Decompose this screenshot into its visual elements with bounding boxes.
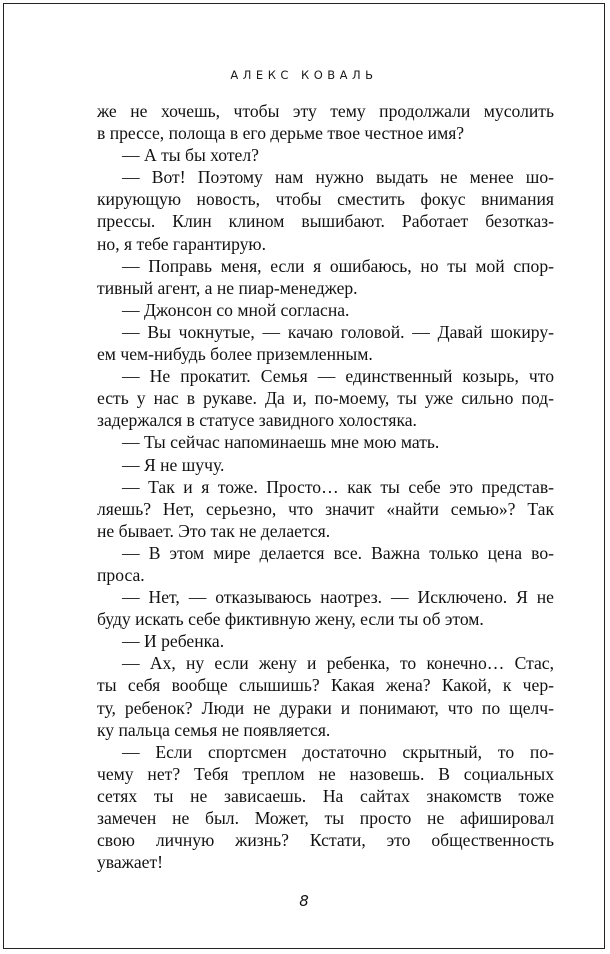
- text-line: — Если спортсмен достаточно скрытный, то по-: [122, 741, 554, 762]
- text-line: кирующую новость, чтобы сместить фокус внимания: [97, 189, 554, 210]
- text-line: же не хочешь, чтобы эту тему продолжали мусолить: [97, 101, 554, 121]
- running-head: АЛЕКС КОВАЛЬ: [230, 68, 378, 82]
- text-line: — Я не шучу.: [122, 454, 225, 475]
- text-line: но, я тебе гарантирую.: [97, 233, 266, 254]
- text-line: не бывает. Это так не делается.: [97, 520, 331, 541]
- text-line: прессы. Клин клином вышибают. Работает безотказ-: [97, 211, 554, 232]
- text-line: ты себя вообще слышишь? Какая жена? Какой, к чер-: [97, 675, 554, 696]
- text-line: — Не прокатит. Семья — единственный козырь, что: [122, 366, 554, 387]
- text-line: замечен не был. Может, ты просто не афишировал: [97, 808, 554, 828]
- text-line: проса.: [97, 564, 145, 585]
- body-text: [97, 100, 554, 873]
- text-line: чему нет? Тебя треплом не назовешь. В социальных: [97, 763, 554, 784]
- text-line: — Ах, ну если жену и ребенка, то конечно… Стас,: [122, 653, 554, 674]
- text-line: — И ребенка.: [122, 631, 225, 652]
- text-line: уважает!: [97, 852, 164, 873]
- text-line: ку пальца семья не появляется.: [97, 719, 331, 740]
- text-line: в прессе, полоща в его дерьме твое честное имя?: [97, 123, 465, 144]
- text-line: — В этом мире делается все. Важна только цена во-: [122, 542, 554, 563]
- book-page: [3, 3, 605, 949]
- text-line: — Вот! Поэтому нам нужно выдать не менее шо-: [122, 167, 554, 188]
- text-line: задержался в статусе завидного холостяка.: [97, 410, 417, 431]
- text-line: буду искать себе фиктивную жену, если ты об этом.: [97, 609, 484, 630]
- text-line: — Нет, — отказываюсь наотрез. — Исключено. Я не: [122, 587, 554, 608]
- text-line: — Джонсон со мной согласна.: [122, 299, 350, 320]
- text-line: ем чем-нибудь более приземленным.: [97, 344, 373, 365]
- text-line: — Поправь меня, если я ошибаюсь, но ты мой спор-: [122, 255, 554, 276]
- text-line: — А ты бы хотел?: [122, 145, 259, 166]
- page-number: 8: [299, 892, 309, 910]
- text-line: ту, ребенок? Люди не дураки и понимают, что по щелч-: [97, 697, 554, 718]
- text-line: сетях ты не зависаешь. На сайтах знакомств тоже: [97, 785, 554, 806]
- text-line: — Ты сейчас напоминаешь мне мою мать.: [122, 432, 440, 453]
- text-line: тивный агент, а не пиар-менеджер.: [97, 277, 358, 298]
- text-line: — Так и я тоже. Просто… как ты себе это представ-: [122, 476, 554, 497]
- text-line: ляешь? Нет, серьезно, что значит «найти семью»? Так: [97, 498, 554, 519]
- text-line: есть у нас в рукаве. Да и, по-моему, ты уже сильно под-: [97, 388, 554, 409]
- text-line: свою личную жизнь? Кстати, это общественность: [97, 830, 554, 851]
- text-line: — Вы чокнутые, — качаю головой. — Давай шокиру-: [122, 321, 554, 342]
